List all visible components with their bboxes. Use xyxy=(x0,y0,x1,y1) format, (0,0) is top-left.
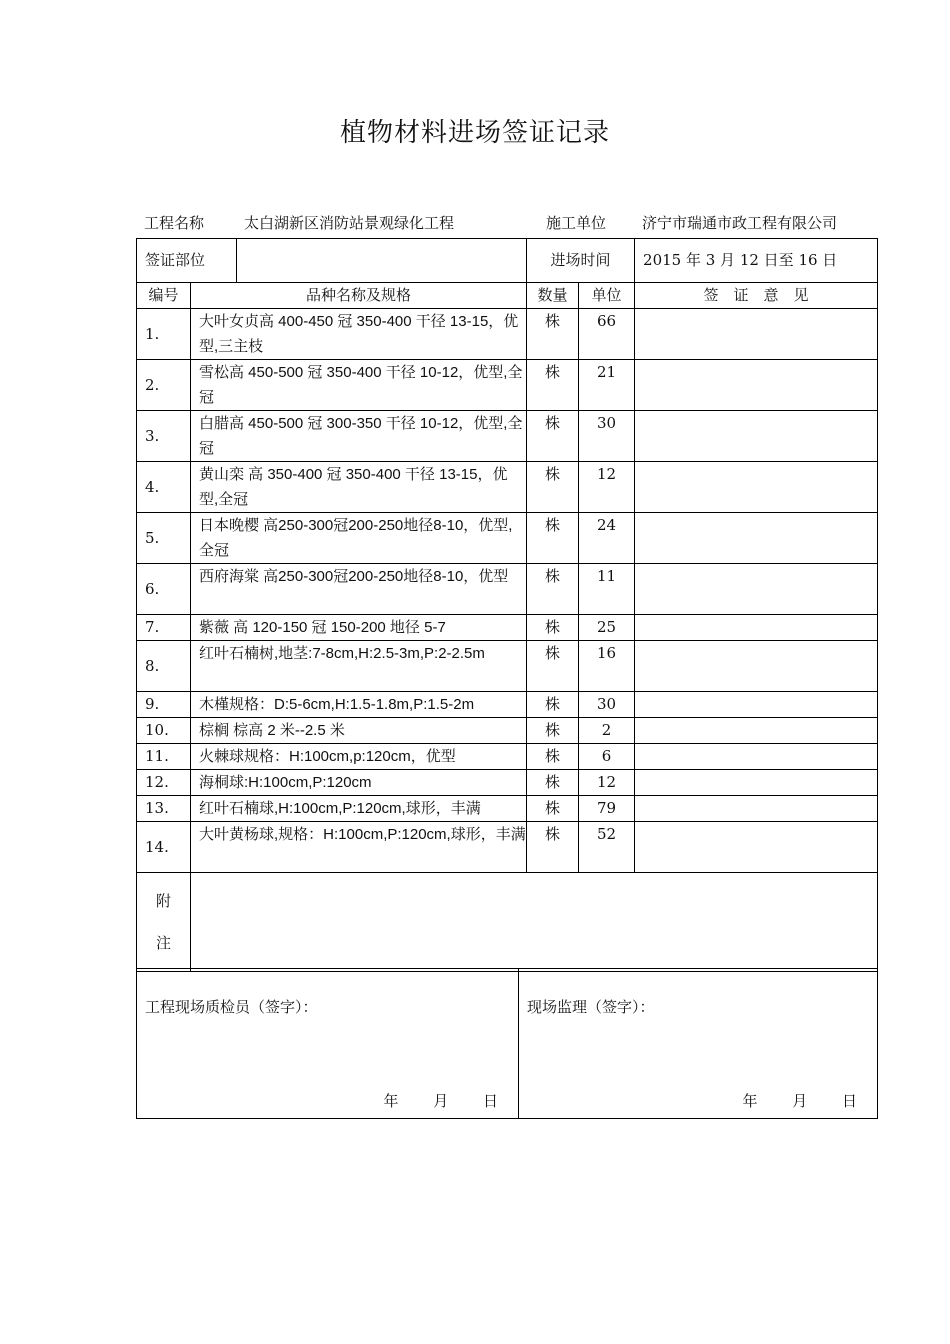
inspector-signature-label: 工程现场质检员（签字）： xyxy=(145,998,318,1016)
row-opinion[interactable] xyxy=(635,564,878,615)
supervisor-signature-label: 现场监理（签字）： xyxy=(527,998,655,1016)
row-opinion[interactable] xyxy=(635,615,878,641)
col-header-name: 品种名称及规格 xyxy=(191,283,527,309)
col-header-no: 编号 xyxy=(137,283,191,309)
table-row xyxy=(137,615,878,641)
row-unit: 52 xyxy=(579,822,635,873)
row-number: 5. xyxy=(137,513,191,564)
row-quantity: 株 xyxy=(527,744,579,770)
table-row xyxy=(137,692,878,718)
plant-material-table xyxy=(136,238,878,972)
entry-time-label: 进场时间 xyxy=(527,239,635,283)
table-row xyxy=(137,744,878,770)
row-opinion[interactable] xyxy=(635,513,878,564)
row-unit: 30 xyxy=(579,692,635,718)
row-number: 4. xyxy=(137,462,191,513)
row-plant-spec: 红叶石楠树,地茎:7-8cm,H:2.5-3m,P:2-2.5m xyxy=(191,641,527,692)
row-number: 7. xyxy=(137,615,191,641)
row-plant-spec: 西府海棠 高250-300冠200-250地径8-10，优型 xyxy=(191,564,527,615)
row-quantity: 株 xyxy=(527,770,579,796)
row-plant-spec: 白腊高 450-500 冠 300-350 干径 10-12，优型,全冠 xyxy=(191,411,527,462)
entry-time-value: 2015 年 3 月 12 日至 16 日 xyxy=(635,239,878,283)
row-quantity: 株 xyxy=(527,564,579,615)
supervisor-signature-cell[interactable] xyxy=(519,969,878,1119)
row-unit: 21 xyxy=(579,360,635,411)
row-quantity: 株 xyxy=(527,615,579,641)
row-opinion[interactable] xyxy=(635,360,878,411)
row-number: 1. xyxy=(137,309,191,360)
notes-label-char-1: 附 xyxy=(155,892,171,910)
visa-part-field[interactable] xyxy=(237,239,527,283)
row-plant-spec: 雪松高 450-500 冠 350-400 干径 10-12，优型,全冠 xyxy=(191,360,527,411)
table-row xyxy=(137,822,878,873)
row-plant-spec: 大叶女贞高 400-450 冠 350-400 干径 13-15，优型,三主枝 xyxy=(191,309,527,360)
row-opinion[interactable] xyxy=(635,770,878,796)
col-header-unit: 单位 xyxy=(579,283,635,309)
table-row xyxy=(137,564,878,615)
row-opinion[interactable] xyxy=(635,411,878,462)
col-header-qty: 数量 xyxy=(527,283,579,309)
visa-info-row xyxy=(137,239,878,283)
row-unit: 16 xyxy=(579,641,635,692)
row-quantity: 株 xyxy=(527,309,579,360)
project-name-value: 太白湖新区消防站景观绿化工程 xyxy=(244,214,455,232)
supervisor-signature-date: 年 月 日 xyxy=(742,1092,857,1110)
row-number: 10. xyxy=(137,718,191,744)
row-opinion[interactable] xyxy=(635,796,878,822)
row-quantity: 株 xyxy=(527,718,579,744)
signature-row xyxy=(137,969,878,1119)
table-row xyxy=(137,718,878,744)
row-opinion[interactable] xyxy=(635,822,878,873)
signature-table xyxy=(136,968,878,1119)
row-unit: 2 xyxy=(579,718,635,744)
notes-label-char-2: 注 xyxy=(155,934,171,952)
row-number: 11. xyxy=(137,744,191,770)
row-quantity: 株 xyxy=(527,796,579,822)
row-plant-spec: 日本晚樱 高250-300冠200-250地径8-10，优型,全冠 xyxy=(191,513,527,564)
table-row xyxy=(137,360,878,411)
row-plant-spec: 海桐球:H:100cm,P:120cm xyxy=(191,770,527,796)
contractor-label: 施工单位 xyxy=(546,214,607,232)
col-header-opinion: 签 证 意 见 xyxy=(635,283,878,309)
row-plant-spec: 紫薇 高 120-150 冠 150-200 地径 5-7 xyxy=(191,615,527,641)
row-opinion[interactable] xyxy=(635,718,878,744)
table-row xyxy=(137,309,878,360)
page-title: 植物材料进场签证记录 xyxy=(339,118,610,148)
notes-field[interactable] xyxy=(191,873,878,972)
table-row xyxy=(137,641,878,692)
row-number: 12. xyxy=(137,770,191,796)
row-quantity: 株 xyxy=(527,692,579,718)
row-plant-spec: 大叶黄杨球,规格：H:100cm,P:120cm,球形，丰满 xyxy=(191,822,527,873)
row-plant-spec: 木槿规格：D:5-6cm,H:1.5-1.8m,P:1.5-2m xyxy=(191,692,527,718)
row-number: 6. xyxy=(137,564,191,615)
row-opinion[interactable] xyxy=(635,692,878,718)
table-row xyxy=(137,796,878,822)
row-number: 2. xyxy=(137,360,191,411)
row-opinion[interactable] xyxy=(635,462,878,513)
inspector-signature-date: 年 月 日 xyxy=(383,1092,498,1110)
row-unit: 11 xyxy=(579,564,635,615)
row-quantity: 株 xyxy=(527,462,579,513)
inspector-signature-cell[interactable] xyxy=(137,969,519,1119)
row-unit: 79 xyxy=(579,796,635,822)
row-plant-spec: 棕榈 棕高 2 米--2.5 米 xyxy=(191,718,527,744)
row-quantity: 株 xyxy=(527,822,579,873)
row-unit: 6 xyxy=(579,744,635,770)
visa-part-label: 签证部位 xyxy=(137,239,237,283)
row-plant-spec: 火棘球规格：H:100cm,p:120cm，优型 xyxy=(191,744,527,770)
table-row xyxy=(137,462,878,513)
row-number: 13. xyxy=(137,796,191,822)
table-row xyxy=(137,513,878,564)
row-unit: 25 xyxy=(579,615,635,641)
row-quantity: 株 xyxy=(527,513,579,564)
row-opinion[interactable] xyxy=(635,641,878,692)
row-unit: 66 xyxy=(579,309,635,360)
row-quantity: 株 xyxy=(527,641,579,692)
row-number: 8. xyxy=(137,641,191,692)
row-number: 14. xyxy=(137,822,191,873)
project-name-label: 工程名称 xyxy=(144,214,205,232)
row-unit: 30 xyxy=(579,411,635,462)
row-number: 9. xyxy=(137,692,191,718)
row-opinion[interactable] xyxy=(635,309,878,360)
row-unit: 12 xyxy=(579,462,635,513)
row-quantity: 株 xyxy=(527,360,579,411)
row-plant-spec: 黄山栾 高 350-400 冠 350-400 干径 13-15，优型,全冠 xyxy=(191,462,527,513)
table-row xyxy=(137,411,878,462)
notes-label xyxy=(137,873,191,972)
contractor-value: 济宁市瑞通市政工程有限公司 xyxy=(642,214,838,232)
table-row xyxy=(137,770,878,796)
row-unit: 12 xyxy=(579,770,635,796)
project-info-row xyxy=(136,208,876,234)
row-opinion[interactable] xyxy=(635,744,878,770)
notes-row xyxy=(137,873,878,972)
row-unit: 24 xyxy=(579,513,635,564)
row-number: 3. xyxy=(137,411,191,462)
column-header-row xyxy=(137,283,878,309)
row-plant-spec: 红叶石楠球,H:100cm,P:120cm,球形，丰满 xyxy=(191,796,527,822)
row-quantity: 株 xyxy=(527,411,579,462)
